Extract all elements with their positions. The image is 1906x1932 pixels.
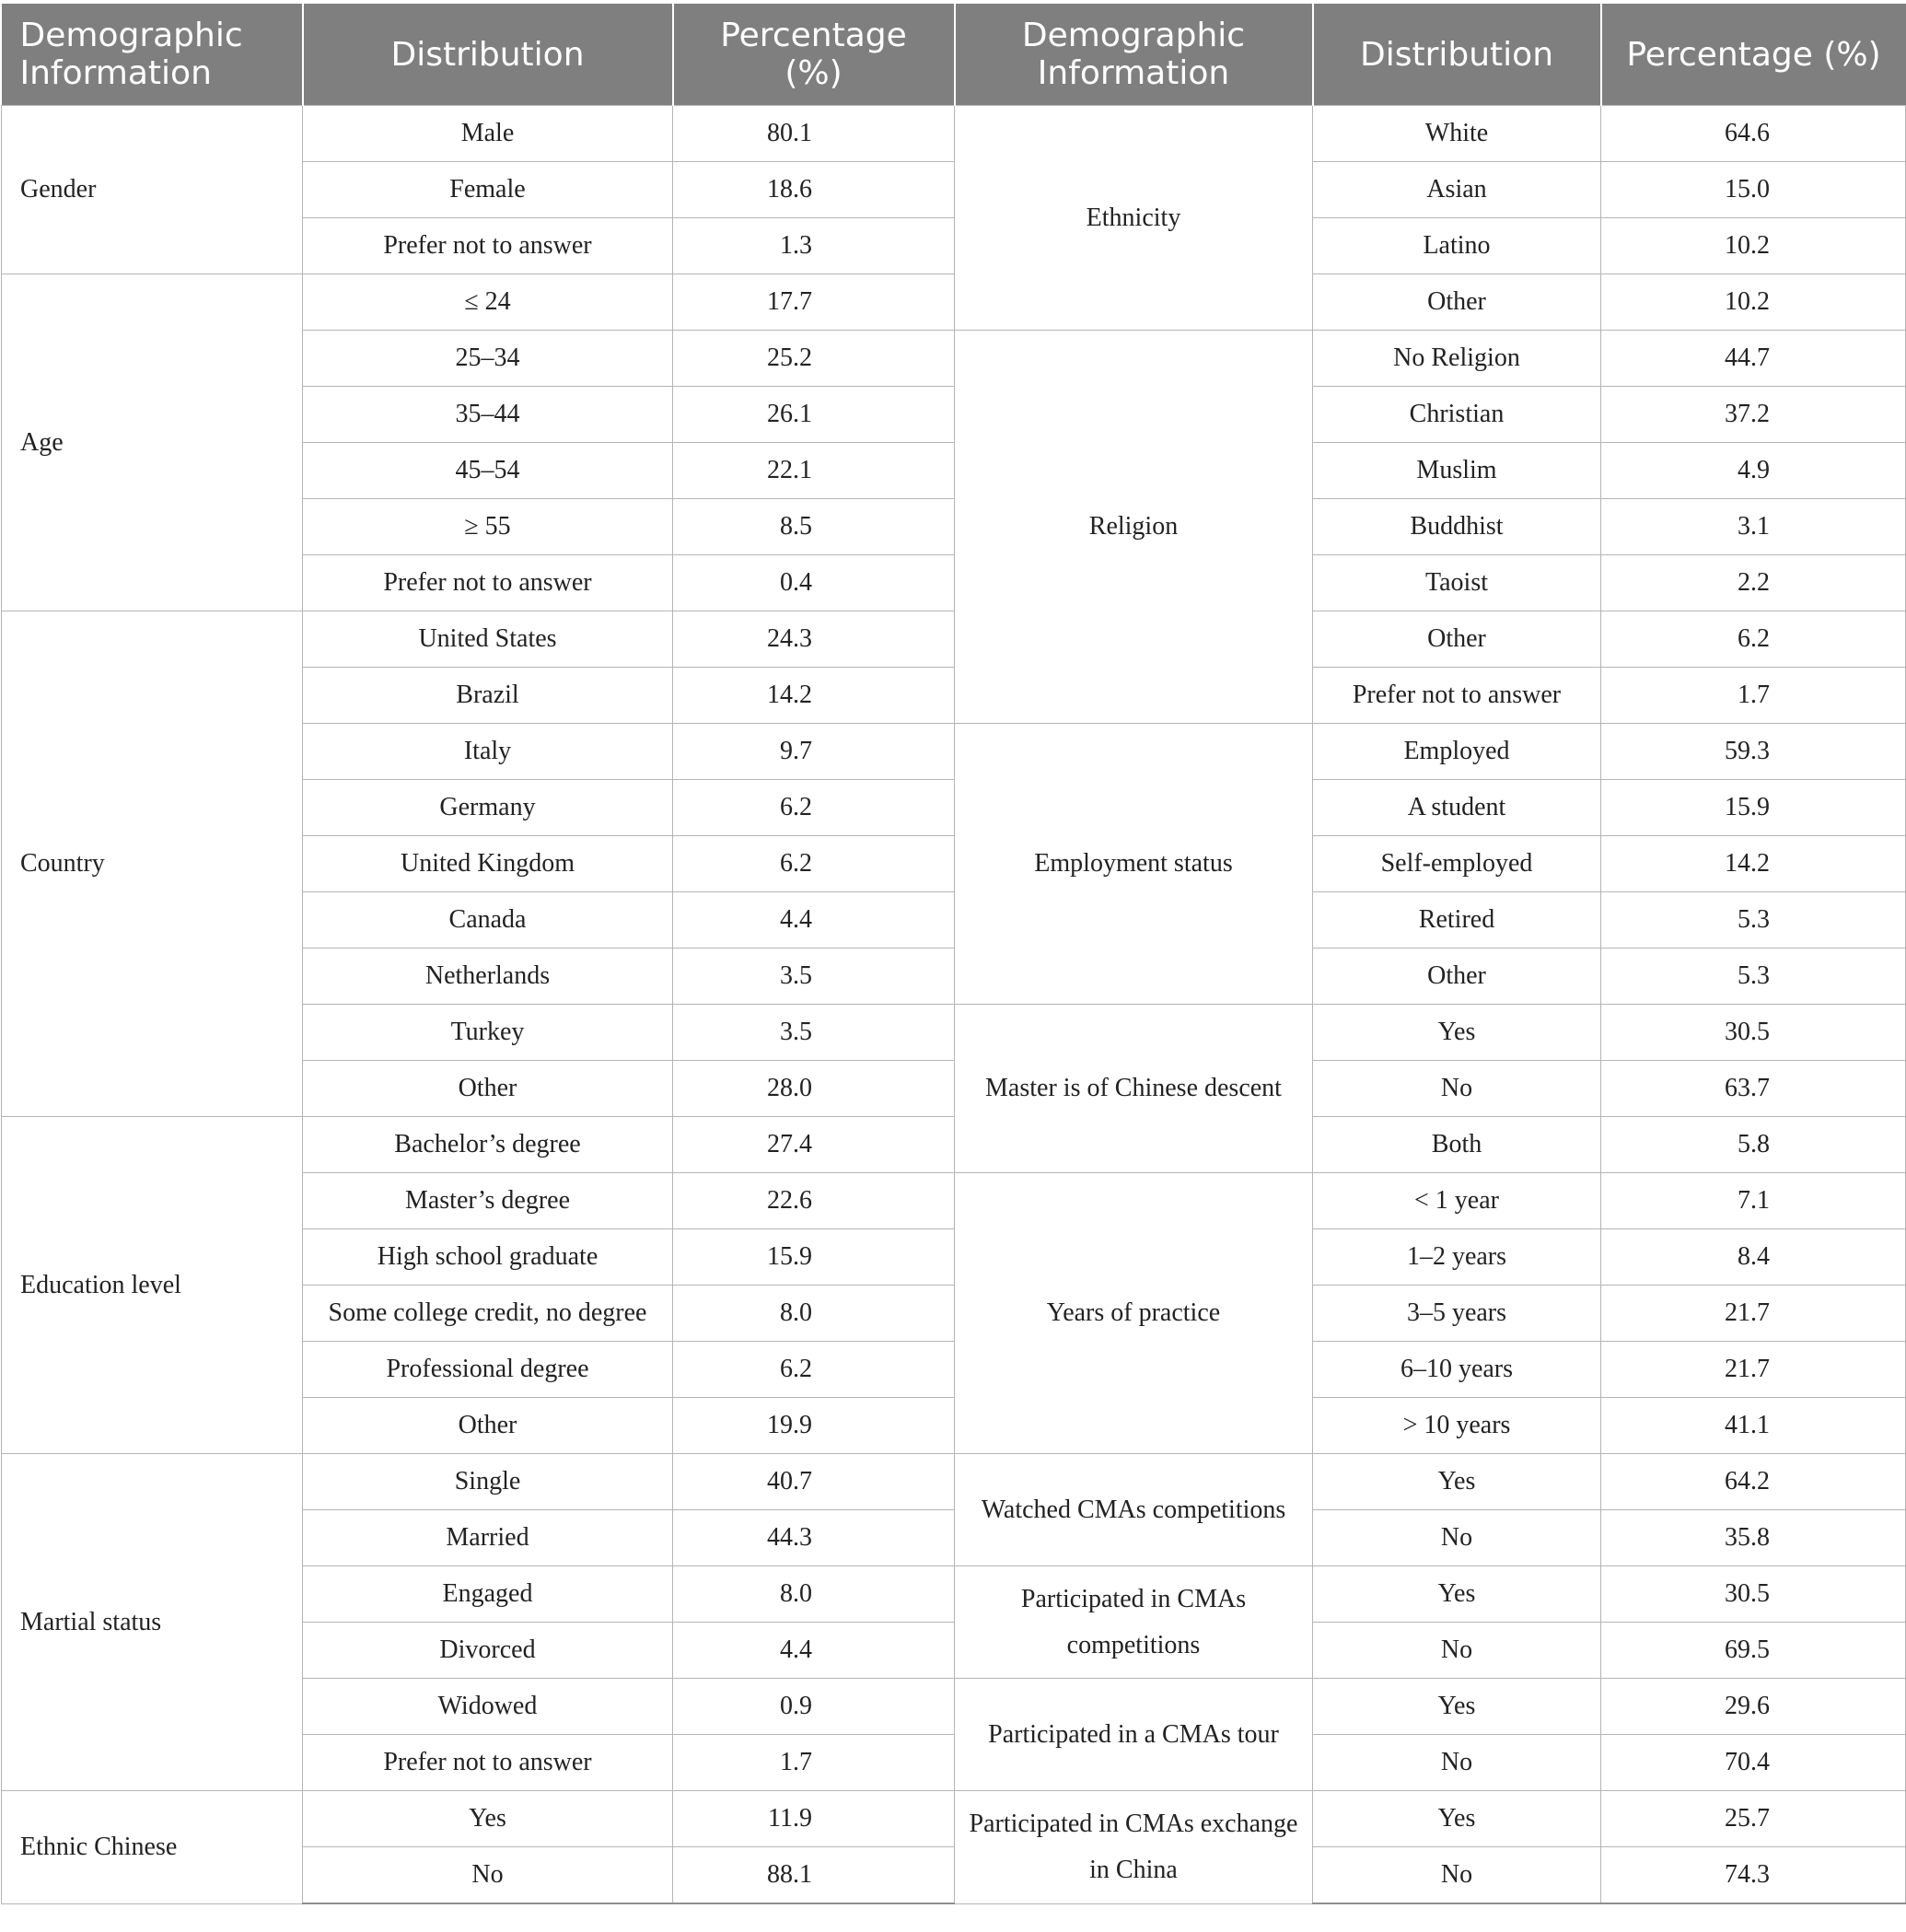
left-percentage-cell: 28.0 (673, 1061, 955, 1117)
right-distribution-cell: < 1 year (1313, 1173, 1601, 1229)
left-percentage-cell: 44.3 (673, 1510, 955, 1566)
right-percentage-cell: 5.3 (1601, 949, 1906, 1005)
right-percentage-cell: 64.6 (1601, 106, 1906, 162)
table-row (2, 274, 1906, 331)
right-distribution-cell: Both (1313, 1117, 1601, 1173)
right-percentage-cell: 21.7 (1601, 1286, 1906, 1342)
right-percentage-cell: 7.1 (1601, 1173, 1906, 1229)
left-percentage-cell: 22.1 (673, 443, 955, 499)
left-category-cell: Age (2, 274, 303, 611)
left-percentage-cell: 9.7 (673, 724, 955, 780)
left-distribution-cell: ≥ 55 (303, 499, 673, 555)
header-demographic-information-right: Demographic Information (955, 4, 1313, 106)
left-distribution-cell: Bachelor’s degree (303, 1117, 673, 1173)
right-distribution-cell: A student (1313, 780, 1601, 836)
left-percentage-cell: 88.1 (673, 1847, 955, 1904)
right-distribution-cell: Asian (1313, 162, 1601, 218)
right-percentage-cell: 15.0 (1601, 162, 1906, 218)
right-distribution-cell: Other (1313, 611, 1601, 668)
left-distribution-cell: Professional degree (303, 1342, 673, 1398)
left-percentage-cell: 11.9 (673, 1791, 955, 1847)
left-distribution-cell: Male (303, 106, 673, 162)
right-percentage-cell: 5.8 (1601, 1117, 1906, 1173)
right-distribution-cell: No (1313, 1510, 1601, 1566)
right-percentage-cell: 2.2 (1601, 555, 1906, 611)
right-distribution-cell: No (1313, 1061, 1601, 1117)
left-percentage-cell: 1.3 (673, 218, 955, 274)
left-percentage-cell: 3.5 (673, 949, 955, 1005)
left-percentage-cell: 8.0 (673, 1566, 955, 1623)
right-distribution-cell: Buddhist (1313, 499, 1601, 555)
right-percentage-cell: 21.7 (1601, 1342, 1906, 1398)
right-distribution-cell: Yes (1313, 1566, 1601, 1623)
left-distribution-cell: Italy (303, 724, 673, 780)
right-distribution-cell: Latino (1313, 218, 1601, 274)
left-percentage-cell: 3.5 (673, 1005, 955, 1061)
right-distribution-cell: Other (1313, 274, 1601, 331)
left-percentage-cell: 4.4 (673, 1623, 955, 1679)
left-percentage-cell: 26.1 (673, 387, 955, 443)
left-distribution-cell: Brazil (303, 668, 673, 724)
left-percentage-cell: 40.7 (673, 1454, 955, 1510)
right-category-cell: Watched CMAs competitions (955, 1454, 1313, 1566)
right-category-cell: Ethnicity (955, 106, 1313, 331)
table-row (2, 1454, 1906, 1510)
right-percentage-cell: 5.3 (1601, 892, 1906, 949)
left-percentage-cell: 0.9 (673, 1679, 955, 1735)
right-distribution-cell: No (1313, 1623, 1601, 1679)
left-distribution-cell: No (303, 1847, 673, 1904)
left-distribution-cell: 35–44 (303, 387, 673, 443)
right-distribution-cell: > 10 years (1313, 1398, 1601, 1454)
left-category-cell: Martial status (2, 1454, 303, 1791)
right-distribution-cell: Yes (1313, 1005, 1601, 1061)
table-row (2, 611, 1906, 668)
right-distribution-cell: Retired (1313, 892, 1601, 949)
right-distribution-cell: Self-employed (1313, 836, 1601, 892)
right-distribution-cell: Prefer not to answer (1313, 668, 1601, 724)
header-demographic-information-left: Demographic Information (2, 4, 303, 106)
right-percentage-cell: 25.7 (1601, 1791, 1906, 1847)
left-distribution-cell: Yes (303, 1791, 673, 1847)
right-distribution-cell: Other (1313, 949, 1601, 1005)
right-category-cell: Religion (955, 331, 1313, 724)
right-distribution-cell: Muslim (1313, 443, 1601, 499)
table-row (2, 1791, 1906, 1847)
right-percentage-cell: 37.2 (1601, 387, 1906, 443)
right-percentage-cell: 63.7 (1601, 1061, 1906, 1117)
table-row (2, 106, 1906, 162)
right-percentage-cell: 30.5 (1601, 1566, 1906, 1623)
right-percentage-cell: 10.2 (1601, 218, 1906, 274)
right-distribution-cell: White (1313, 106, 1601, 162)
left-category-cell: Education level (2, 1117, 303, 1454)
left-distribution-cell: Widowed (303, 1679, 673, 1735)
right-category-cell: Years of practice (955, 1173, 1313, 1454)
table-body (2, 106, 1906, 1904)
right-percentage-cell: 74.3 (1601, 1847, 1906, 1904)
right-distribution-cell: Employed (1313, 724, 1601, 780)
left-percentage-cell: 8.5 (673, 499, 955, 555)
right-percentage-cell: 29.6 (1601, 1679, 1906, 1735)
left-distribution-cell: Prefer not to answer (303, 1735, 673, 1791)
right-percentage-cell: 30.5 (1601, 1005, 1906, 1061)
left-distribution-cell: Other (303, 1398, 673, 1454)
left-distribution-cell: High school graduate (303, 1229, 673, 1286)
left-percentage-cell: 18.6 (673, 162, 955, 218)
left-distribution-cell: Some college credit, no degree (303, 1286, 673, 1342)
right-percentage-cell: 1.7 (1601, 668, 1906, 724)
right-percentage-cell: 59.3 (1601, 724, 1906, 780)
left-percentage-cell: 6.2 (673, 836, 955, 892)
left-percentage-cell: 24.3 (673, 611, 955, 668)
left-category-cell: Ethnic Chinese (2, 1791, 303, 1904)
header-distribution-right: Distribution (1313, 4, 1601, 106)
left-distribution-cell: United States (303, 611, 673, 668)
left-percentage-cell: 4.4 (673, 892, 955, 949)
demographics-table (1, 4, 1906, 1904)
left-percentage-cell: 0.4 (673, 555, 955, 611)
right-percentage-cell: 3.1 (1601, 499, 1906, 555)
header-row (2, 4, 1906, 106)
left-percentage-cell: 27.4 (673, 1117, 955, 1173)
left-distribution-cell: Master’s degree (303, 1173, 673, 1229)
right-distribution-cell: Yes (1313, 1791, 1601, 1847)
right-distribution-cell: 1–2 years (1313, 1229, 1601, 1286)
left-distribution-cell: ≤ 24 (303, 274, 673, 331)
right-distribution-cell: No Religion (1313, 331, 1601, 387)
right-percentage-cell: 44.7 (1601, 331, 1906, 387)
left-percentage-cell: 6.2 (673, 1342, 955, 1398)
left-percentage-cell: 1.7 (673, 1735, 955, 1791)
right-percentage-cell: 41.1 (1601, 1398, 1906, 1454)
left-percentage-cell: 25.2 (673, 331, 955, 387)
left-percentage-cell: 15.9 (673, 1229, 955, 1286)
right-percentage-cell: 69.5 (1601, 1623, 1906, 1679)
left-percentage-cell: 14.2 (673, 668, 955, 724)
right-distribution-cell: 6–10 years (1313, 1342, 1601, 1398)
right-percentage-cell: 4.9 (1601, 443, 1906, 499)
right-percentage-cell: 14.2 (1601, 836, 1906, 892)
right-percentage-cell: 10.2 (1601, 274, 1906, 331)
left-distribution-cell: 45–54 (303, 443, 673, 499)
right-percentage-cell: 8.4 (1601, 1229, 1906, 1286)
left-distribution-cell: Prefer not to answer (303, 218, 673, 274)
right-percentage-cell: 35.8 (1601, 1510, 1906, 1566)
left-distribution-cell: Single (303, 1454, 673, 1510)
left-category-cell: Gender (2, 106, 303, 274)
table-header (2, 4, 1906, 106)
left-distribution-cell: Prefer not to answer (303, 555, 673, 611)
left-distribution-cell: Divorced (303, 1623, 673, 1679)
left-distribution-cell: Canada (303, 892, 673, 949)
left-distribution-cell: Other (303, 1061, 673, 1117)
right-distribution-cell: No (1313, 1735, 1601, 1791)
left-distribution-cell: United Kingdom (303, 836, 673, 892)
left-percentage-cell: 19.9 (673, 1398, 955, 1454)
left-distribution-cell: Female (303, 162, 673, 218)
right-percentage-cell: 15.9 (1601, 780, 1906, 836)
left-percentage-cell: 8.0 (673, 1286, 955, 1342)
right-distribution-cell: Yes (1313, 1679, 1601, 1735)
left-percentage-cell: 6.2 (673, 780, 955, 836)
left-percentage-cell: 17.7 (673, 274, 955, 331)
right-category-cell: Participated in a CMAs tour (955, 1679, 1313, 1791)
right-percentage-cell: 6.2 (1601, 611, 1906, 668)
right-distribution-cell: Taoist (1313, 555, 1601, 611)
right-category-cell: Employment status (955, 724, 1313, 1005)
right-category-cell: Participated in CMAs exchange in China (955, 1791, 1313, 1904)
right-percentage-cell: 70.4 (1601, 1735, 1906, 1791)
header-percentage-left: Percentage (%) (673, 4, 955, 106)
right-distribution-cell: 3–5 years (1313, 1286, 1601, 1342)
right-distribution-cell: Yes (1313, 1454, 1601, 1510)
table-row (2, 1117, 1906, 1173)
right-distribution-cell: Christian (1313, 387, 1601, 443)
left-distribution-cell: 25–34 (303, 331, 673, 387)
left-distribution-cell: Germany (303, 780, 673, 836)
right-category-cell: Participated in CMAs competitions (955, 1566, 1313, 1679)
left-distribution-cell: Engaged (303, 1566, 673, 1623)
left-distribution-cell: Turkey (303, 1005, 673, 1061)
header-percentage-right: Percentage (%) (1601, 4, 1906, 106)
left-percentage-cell: 22.6 (673, 1173, 955, 1229)
right-percentage-cell: 64.2 (1601, 1454, 1906, 1510)
right-category-cell: Master is of Chinese descent (955, 1005, 1313, 1173)
left-percentage-cell: 80.1 (673, 106, 955, 162)
right-distribution-cell: No (1313, 1847, 1601, 1904)
left-category-cell: Country (2, 611, 303, 1117)
header-distribution-left: Distribution (303, 4, 673, 106)
left-distribution-cell: Netherlands (303, 949, 673, 1005)
left-distribution-cell: Married (303, 1510, 673, 1566)
